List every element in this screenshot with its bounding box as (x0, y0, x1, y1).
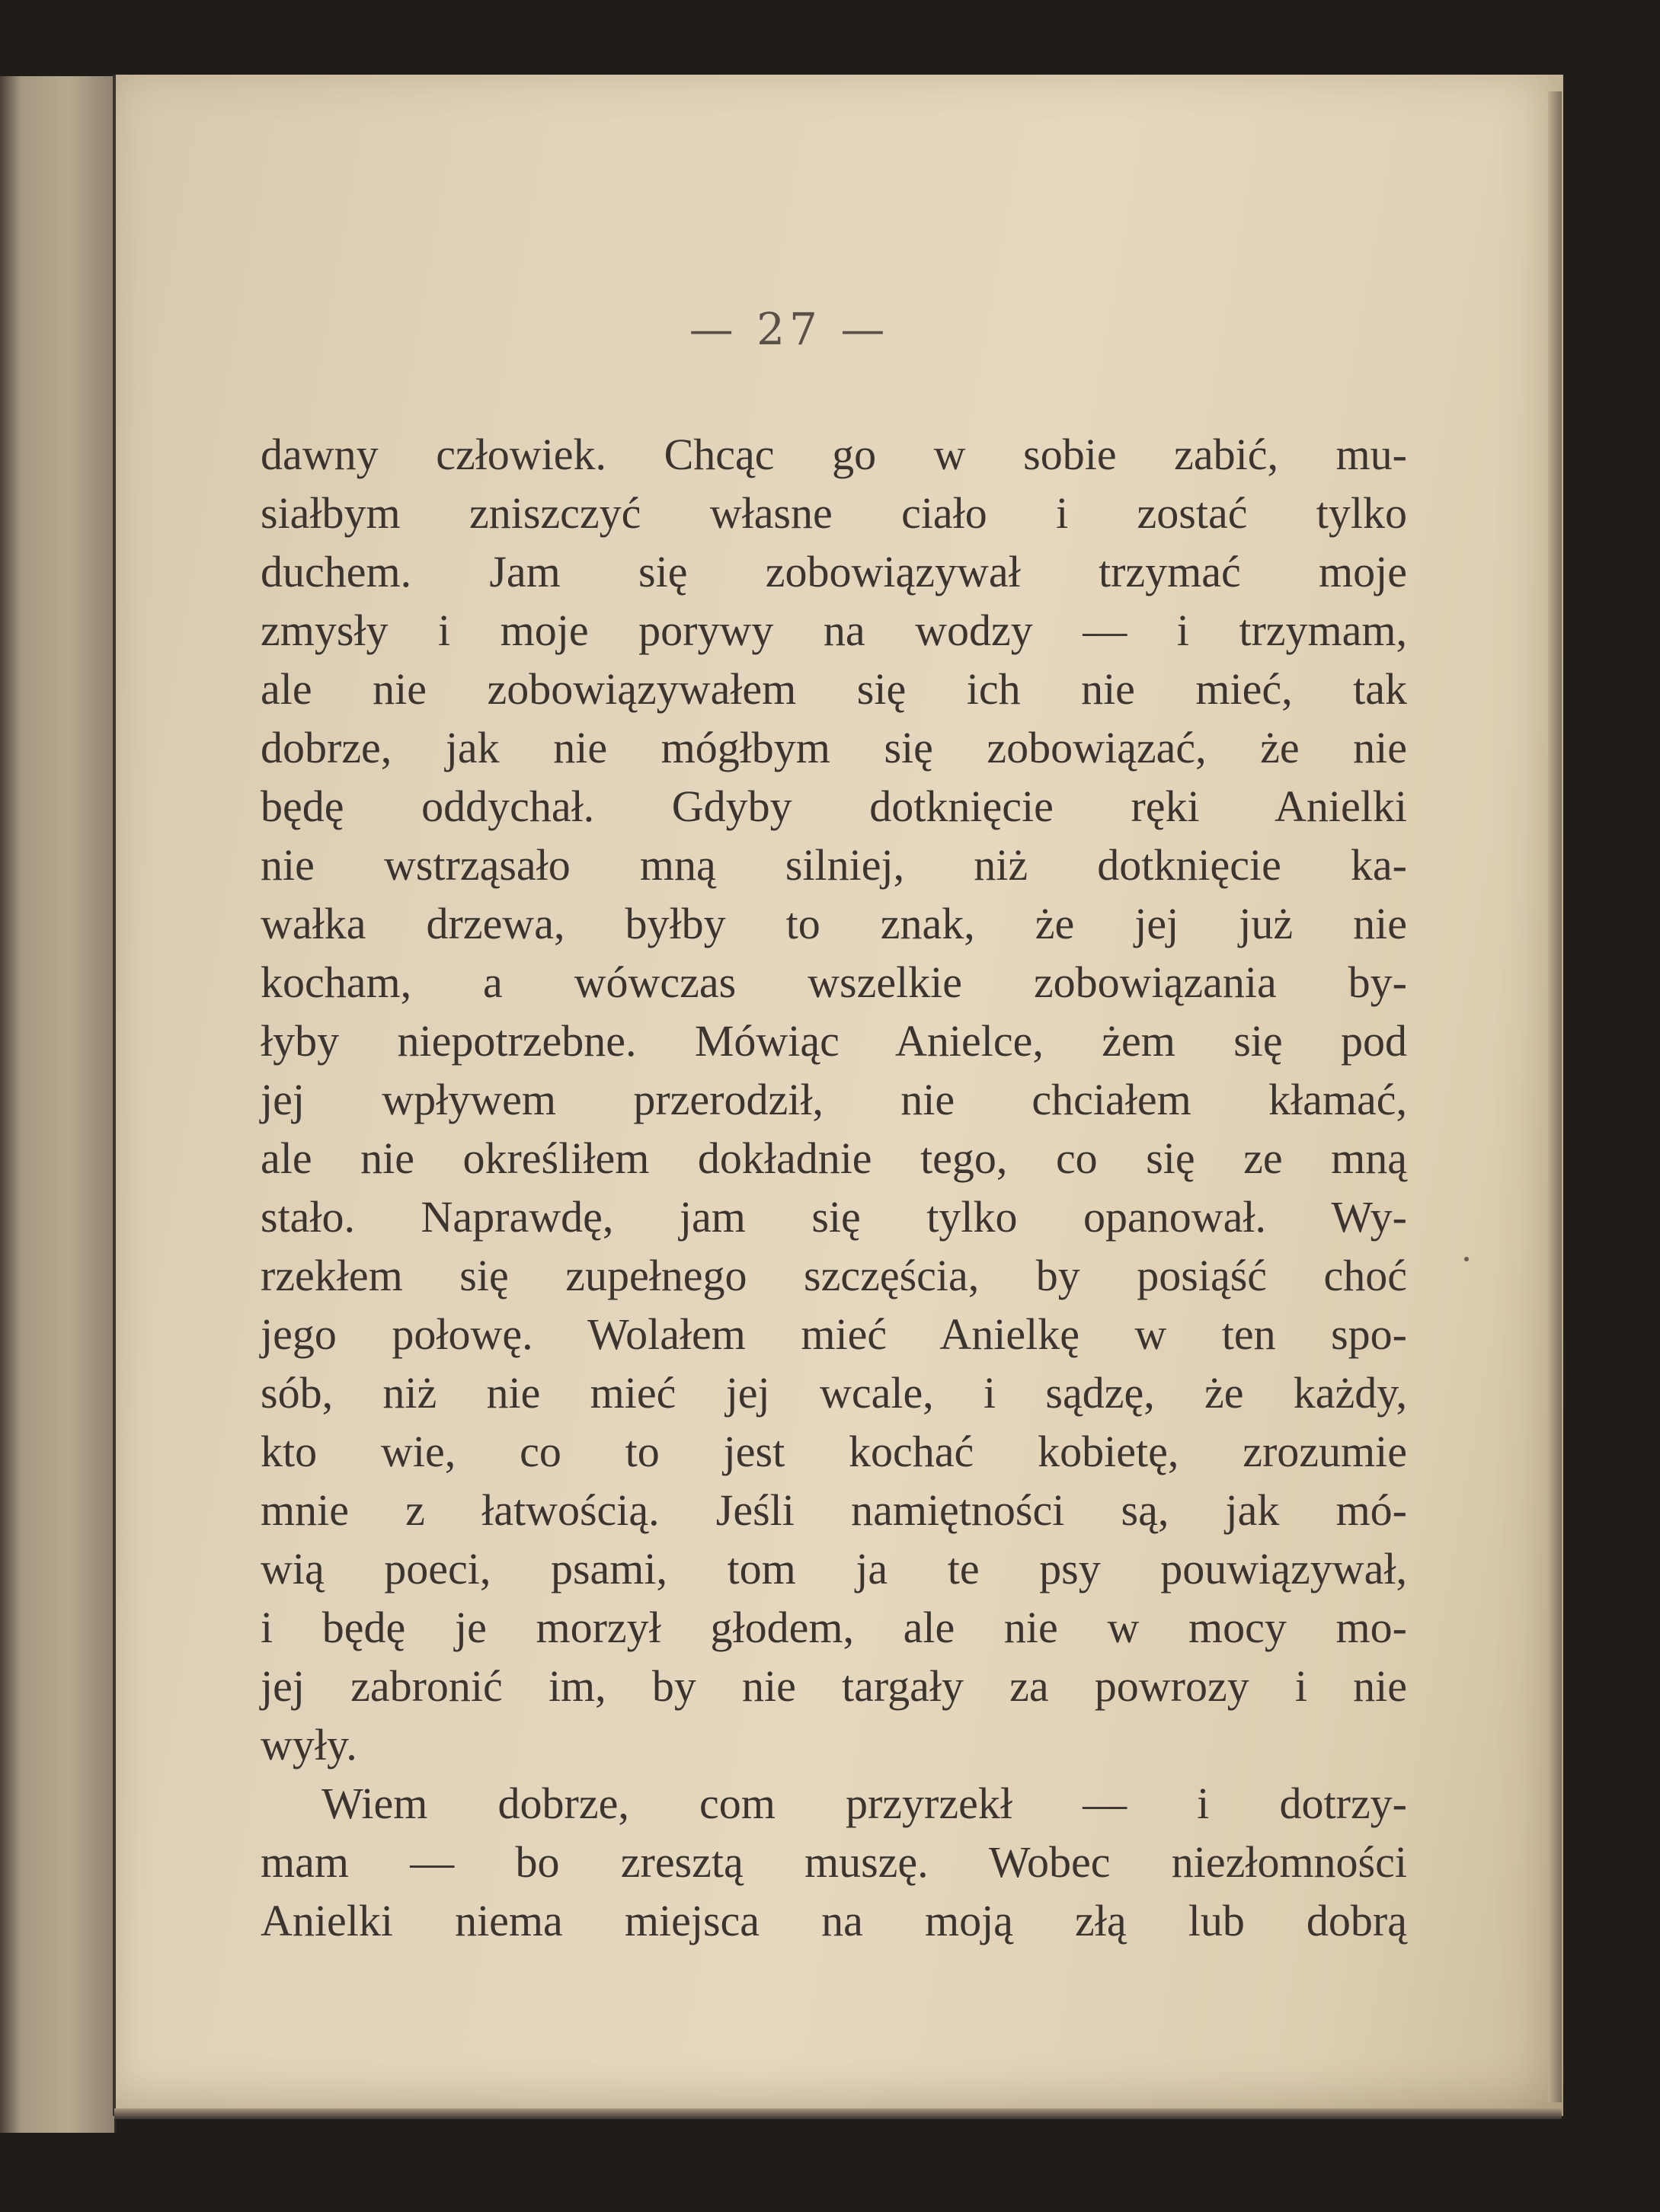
text-line-26: Anielki niema miejsca na moją złą lub dobrą (261, 1896, 1407, 1945)
text-line-2: siałbym zniszczyć własne ciało i zostać tylko (261, 488, 1407, 538)
text-line-9: wałka drzewa, byłby to znak, że jej już nie (261, 899, 1407, 948)
text-line-21: i będę je morzył głodem, ale nie w mocy mo- (261, 1603, 1407, 1652)
text-line-7: będę oddychał. Gdyby dotknięcie ręki Anielki (261, 782, 1407, 831)
text-line-8: nie wstrząsało mną silniej, niż dotknięcie ka- (261, 840, 1407, 890)
text-line-5: ale nie zobowiązywałem się ich nie mieć, tak (261, 664, 1407, 714)
text-line-10: kocham, a wówczas wszelkie zobowiązania by- (261, 957, 1407, 1007)
text-line-24: Wiem dobrze, com przyrzekł — i dotrzy- (321, 1779, 1407, 1828)
text-line-3: duchem. Jam się zobowiązywał trzymać moje (261, 547, 1407, 596)
text-line-6: dobrze, jak nie mógłbym się zobowiązać, że nie (261, 723, 1407, 772)
text-line-25: mam — bo zresztą muszę. Wobec niezłomności (261, 1837, 1407, 1887)
text-line-16: jego połowę. Wolałem mieć Anielkę w ten spo- (261, 1309, 1407, 1359)
text-line-13: ale nie określiłem dokładnie tego, co się ze mną (261, 1133, 1407, 1183)
text-line-12: jej wpływem przerodził, nie chciałem kłamać, (261, 1075, 1407, 1124)
text-line-19: mnie z łatwością. Jeśli namiętności są, jak mó- (261, 1485, 1407, 1535)
text-line-23: wyły. (261, 1720, 357, 1769)
text-line-4: zmysły i moje porywy na wodzy — i trzymam, (261, 606, 1407, 655)
paper-speck (1464, 1257, 1469, 1261)
page-number: — 27 — (689, 303, 890, 355)
text-line-20: wią poeci, psami, tom ja te psy pouwiązywał, (261, 1544, 1407, 1593)
text-line-11: łyby niepotrzebne. Mówiąc Anielce, żem się pod (261, 1016, 1407, 1066)
text-line-14: stało. Naprawdę, jam się tylko opanował. Wy- (261, 1192, 1407, 1242)
right-page-edge (1548, 91, 1562, 2102)
text-line-18: kto wie, co to jest kochać kobietę, zrozumie (261, 1427, 1407, 1476)
page-text (261, 425, 1407, 1950)
bottom-page-edge (114, 2108, 1562, 2119)
text-line-17: sób, niż nie mieć jej wcale, i sądzę, że każdy, (261, 1368, 1407, 1418)
text-line-15: rzekłem się zupełnego szczęścia, by posiąść choć (261, 1251, 1407, 1300)
left-page-edge (0, 76, 117, 2133)
text-line-1: dawny człowiek. Chcąc go w sobie zabić, mu- (261, 430, 1407, 479)
book-page (113, 75, 1563, 2116)
text-line-22: jej zabronić im, by nie targały za powrozy i nie (261, 1661, 1407, 1711)
